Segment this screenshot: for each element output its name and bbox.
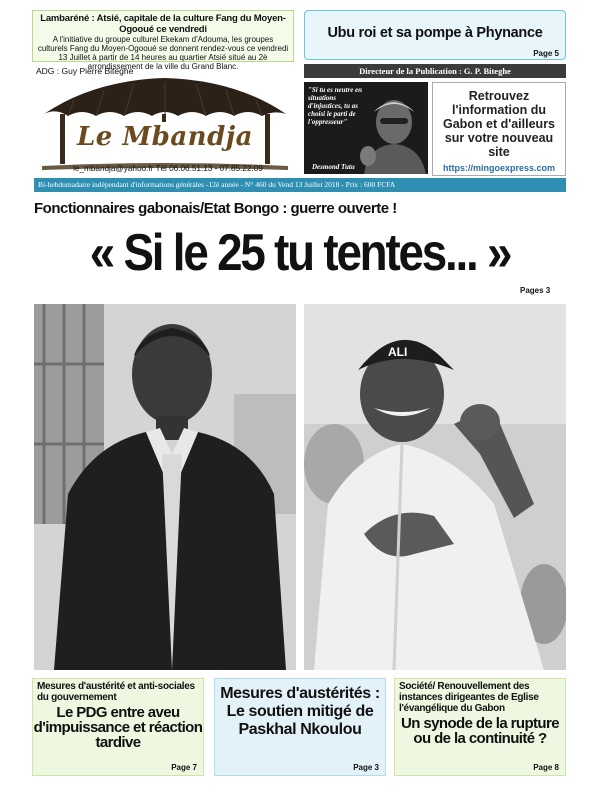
contact-line: le_mbandja@yahoo.fr Tél 06.06.51.13 - 07.85.22.09 <box>73 164 263 173</box>
logo-text: Le Mbandja <box>76 122 254 152</box>
photo-man-in-cap <box>304 304 566 670</box>
ad-url-link[interactable]: https://mingoexpress.com <box>442 163 556 173</box>
story-pdg-page: Page 7 <box>171 763 197 772</box>
story-nkoulou-title: Mesures d'austérités : Le soutien mitigé de Paskhal Nkoulou <box>220 685 380 738</box>
quote-author: Desmond Tutu <box>312 163 355 171</box>
quote-text: "Si tu es neutre en situations d'injustices, tu as choisi le parti de l'oppresseur" <box>308 86 363 126</box>
story-pdg-title: Le PDG entre aveu d'impuissance et réaction tardive <box>33 704 203 751</box>
teaser-lambarene-title: Lambaréné : Atsié, capitale de la culture Fang du Moyen-Ogooué ce vendredi <box>40 13 286 35</box>
man-in-suit-image <box>34 304 296 670</box>
teaser-ubu-roi[interactable] <box>304 10 566 60</box>
story-synode-title: Un synode de la rupture ou de la continuité ? <box>401 715 559 747</box>
man-in-cap-image <box>304 304 566 670</box>
quote-photo <box>304 82 428 174</box>
main-headline-page: Pages 3 <box>520 286 551 295</box>
story-pdg[interactable] <box>32 678 204 776</box>
story-nkoulou-page: Page 3 <box>353 763 379 772</box>
mingoexpress-ad[interactable] <box>432 82 566 176</box>
story-synode-page: Page 8 <box>533 763 559 772</box>
director-bar: Directeur de la Publication : G. P. Biteghe <box>304 64 566 78</box>
svg-text:ALI: ALI <box>388 345 408 359</box>
teaser-lambarene-body: A l'initiative du groupe culturel Ekekam d'Adouma, les groupes culturels Fang du Moyen-Ogooué se donnent rendez-vous ce vendredi 13 Juillet à partir de 14 heures au quartier Atsié situé au 2è arrondissement de la ville du Grand Blanc. <box>37 35 289 71</box>
teaser-ubu-roi-title: Ubu roi et sa pompe à Phynance <box>327 25 543 41</box>
issue-info-bar: Bi-hebdomadaire indépendant d'informations générales -12è année - N° 460 du Vend 13 Juillet 2018 - Prix : 600 FCFA <box>34 178 566 192</box>
photo-man-in-suit <box>34 304 296 670</box>
story-synode-kicker: Société/ Renouvellement des instances dirigeantes de Eglise l'évangélique du Gabon <box>399 681 539 714</box>
newspaper-logo <box>34 76 296 176</box>
main-headline[interactable]: « Si le 25 tu tentes... » <box>89 224 511 282</box>
main-kicker: Fonctionnaires gabonais/Etat Bongo : guerre ouverte ! <box>34 200 397 217</box>
story-nkoulou[interactable] <box>214 678 386 776</box>
ad-text: Retrouvez l'information du Gabon et d'ailleurs sur votre nouveau site <box>442 89 556 159</box>
story-synode[interactable] <box>394 678 566 776</box>
story-pdg-kicker: Mesures d'austérité et anti-sociales du gouvernement <box>37 681 195 703</box>
teaser-ubu-roi-page: Page 5 <box>533 49 559 58</box>
adg-credit: ADG : Guy Pierre Biteghe <box>36 66 134 76</box>
